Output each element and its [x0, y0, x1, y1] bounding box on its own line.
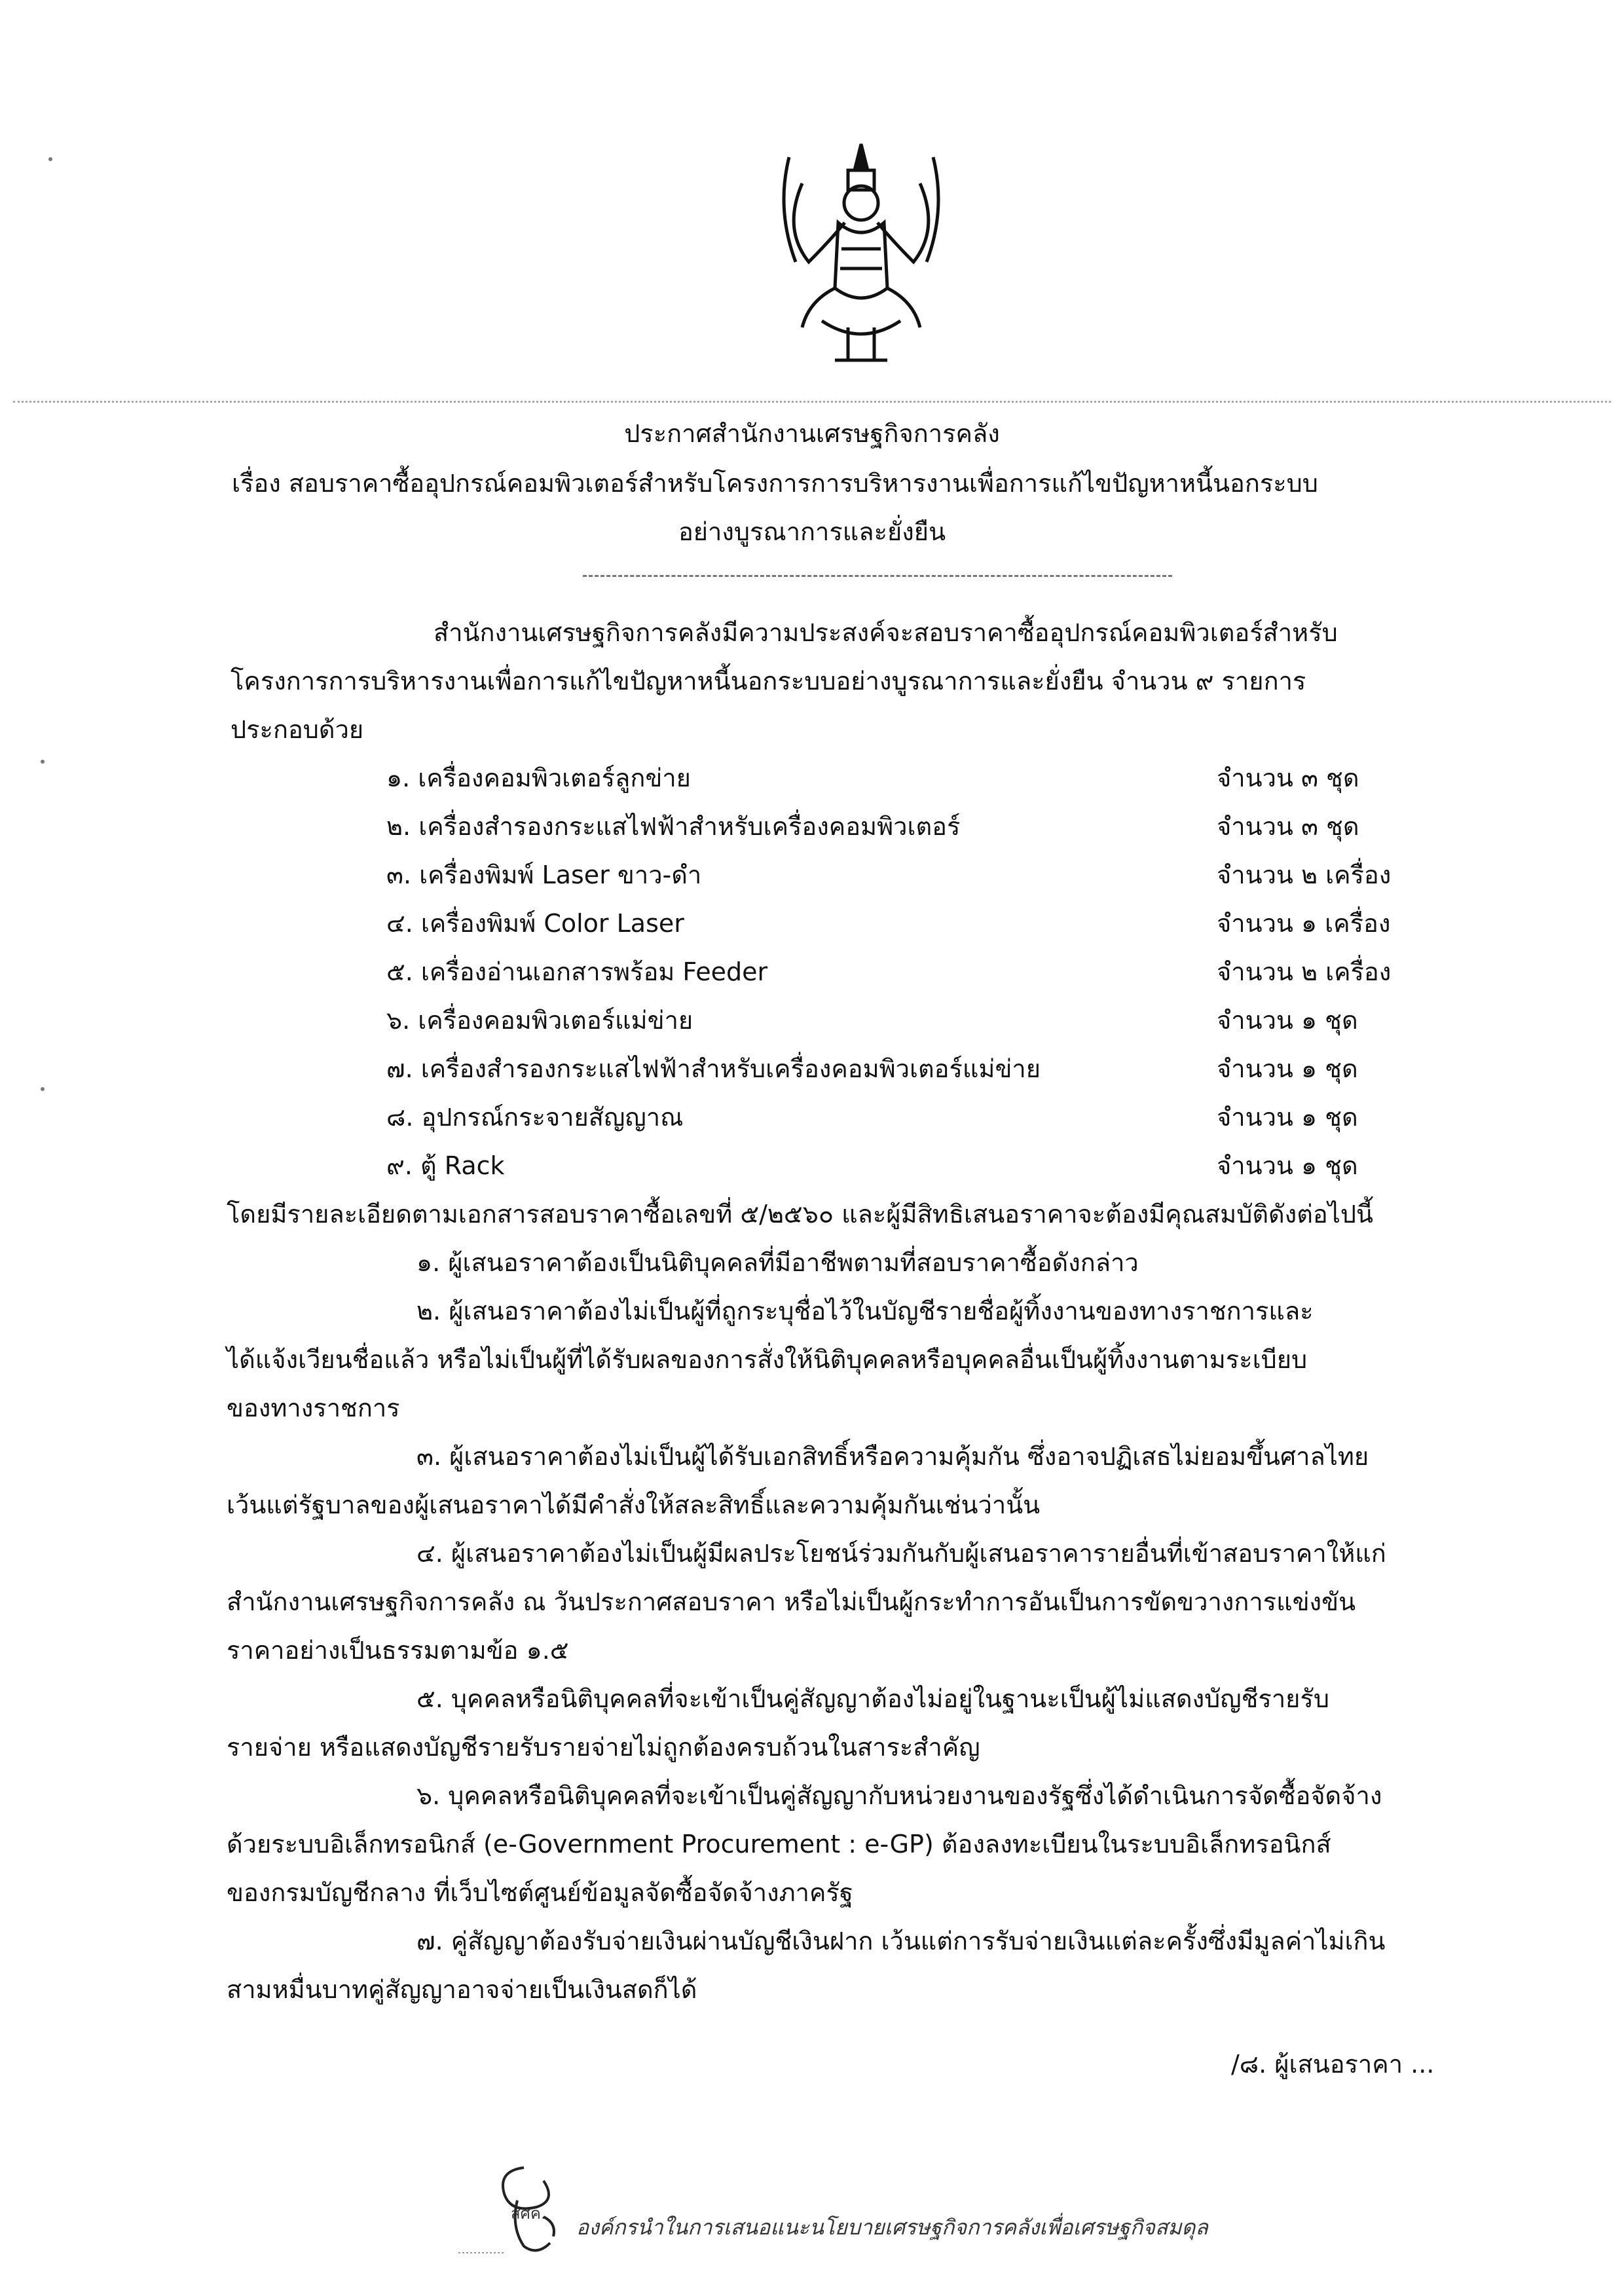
list-item-qty: จำนวน ๑ ชุด: [1217, 1151, 1358, 1180]
fpo-logo-text: สศค.: [511, 2204, 546, 2223]
condition-4-line-1: ๔. ผู้เสนอราคาต้องไม่เป็นผู้มีผลประโยชน์ร่วมกันกับผู้เสนอราคารายอื่นที่เข้าสอบราคาให้แก่: [416, 1539, 1386, 1568]
scan-mark: [41, 760, 45, 764]
details-line: โดยมีรายละเอียดตามเอกสารสอบราคาซื้อเลขที่ ๕/๒๕๖๐ และผู้มีสิทธิเสนอราคาจะต้องมีคุณสมบัติดังต่อไปนี้: [227, 1200, 1373, 1229]
condition-5-line-2: รายจ่าย หรือแสดงบัญชีรายรับรายจ่ายไม่ถูกต้องครบถ้วนในสาระสำคัญ: [227, 1733, 980, 1762]
condition-7-line-1: ๗. คู่สัญญาต้องรับจ่ายเงินผ่านบัญชีเงินฝาก เว้นแต่การรับจ่ายเงินแต่ละครั้งซึ่งมีมูลค่าไม่เกิน: [416, 1927, 1386, 1955]
footer-slogan: องค์กรนำในการเสนอแนะนโยบายเศรษฐกิจการคลังเพื่อเศรษฐกิจสมดุล: [576, 2215, 1208, 2240]
continuation-marker: /๘. ผู้เสนอราคา ...: [1231, 2050, 1435, 2079]
list-item: ๓. เครื่องพิมพ์ Laser ขาว-ดำ: [386, 861, 702, 889]
intro-line-2: โครงการการบริหารงานเพื่อการแก้ไขปัญหาหนี้นอกระบบอย่างบูรณาการและยั่งยืน จำนวน ๙ รายการ: [231, 667, 1306, 695]
subject-line: เรื่อง สอบราคาซื้ออุปกรณ์คอมพิวเตอร์สำหรับโครงการการบริหารงานเพื่อการแก้ไขปัญหาหนี้นอกระบบ: [232, 469, 1318, 498]
list-item-qty: จำนวน ๒ เครื่อง: [1217, 957, 1392, 986]
condition-3-line-2: เว้นแต่รัฐบาลของผู้เสนอราคาได้มีคำสั่งให้สละสิทธิ์และความคุ้มกันเช่นว่านั้น: [227, 1491, 1041, 1519]
list-item: ๕. เครื่องอ่านเอกสารพร้อม Feeder: [386, 957, 768, 986]
condition-5-line-1: ๕. บุคคลหรือนิติบุคคลที่จะเข้าเป็นคู่สัญญาต้องไม่อยู่ในฐานะเป็นผู้ไม่แสดงบัญชีรายรับ: [416, 1684, 1329, 1713]
condition-3-line-1: ๓. ผู้เสนอราคาต้องไม่เป็นผู้ได้รับเอกสิทธิ์หรือความคุ้มกัน ซึ่งอาจปฏิเสธไม่ยอมขึ้นศาลไทย: [416, 1442, 1369, 1471]
subject-line-2: อย่างบูรณาการและยั่งยืน: [678, 517, 946, 546]
list-item: ๒. เครื่องสำรองกระแสไฟฟ้าสำหรับเครื่องคอมพิวเตอร์: [386, 812, 961, 841]
list-item-qty: จำนวน ๒ เครื่อง: [1217, 861, 1392, 889]
scan-mark: [41, 1087, 45, 1091]
condition-6-line-3: ของกรมบัญชีกลาง ที่เว็บไซต์ศูนย์ข้อมูลจัดซื้อจัดจ้างภาครัฐ: [227, 1878, 853, 1907]
condition-2-line-1: ๒. ผู้เสนอราคาต้องไม่เป็นผู้ที่ถูกระบุชื่อไว้ในบัญชีรายชื่อผู้ทิ้งงานของทางราชการและ: [416, 1297, 1314, 1325]
header-dotted-rule: [13, 401, 1611, 403]
list-item-qty: จำนวน ๑ ชุด: [1217, 1103, 1358, 1132]
list-item: ๘. อุปกรณ์กระจายสัญญาณ: [386, 1103, 684, 1132]
intro-line-3: ประกอบด้วย: [231, 715, 364, 744]
list-item-qty: จำนวน ๑ เครื่อง: [1217, 909, 1391, 938]
scan-mark: [48, 157, 52, 161]
list-item: ๑. เครื่องคอมพิวเตอร์ลูกข่าย: [386, 764, 691, 792]
garuda-emblem: [763, 131, 959, 380]
condition-2-line-3: ของทางราชการ: [227, 1394, 400, 1422]
list-item: ๔. เครื่องพิมพ์ Color Laser: [386, 909, 684, 938]
list-item-qty: จำนวน ๓ ชุด: [1217, 764, 1359, 792]
condition-7-line-2: สามหมื่นบาทคู่สัญญาอาจจ่ายเป็นเงินสดก็ได้: [227, 1975, 697, 2004]
announcement-title: ประกาศสำนักงานเศรษฐกิจการคลัง: [624, 419, 1000, 448]
list-item: ๖. เครื่องคอมพิวเตอร์แม่ข่าย: [386, 1006, 693, 1035]
condition-1: ๑. ผู้เสนอราคาต้องเป็นนิติบุคคลที่มีอาชีพตามที่สอบราคาซื้อดังกล่าว: [416, 1248, 1139, 1277]
list-item: ๙. ตู้ Rack: [386, 1151, 505, 1180]
title-separator: [583, 575, 1172, 577]
list-item-qty: จำนวน ๑ ชุด: [1217, 1054, 1358, 1083]
list-item-qty: จำนวน ๓ ชุด: [1217, 812, 1359, 841]
condition-6-line-1: ๖. บุคคลหรือนิติบุคคลที่จะเข้าเป็นคู่สัญญากับหน่วยงานของรัฐซึ่งได้ดำเนินการจัดซื้อจัดจ้าง: [416, 1781, 1382, 1810]
list-item-qty: จำนวน ๑ ชุด: [1217, 1006, 1358, 1035]
intro-line-1: สำนักงานเศรษฐกิจการคลังมีความประสงค์จะสอบราคาซื้ออุปกรณ์คอมพิวเตอร์สำหรับ: [434, 618, 1338, 647]
condition-4-line-3: ราคาอย่างเป็นธรรมตามข้อ ๑.๕: [227, 1636, 569, 1665]
condition-6-line-2: ด้วยระบบอิเล็กทรอนิกส์ (e-Government Procurement : e-GP) ต้องลงทะเบียนในระบบอิเล็กทรอนิกส์: [227, 1830, 1331, 1859]
list-item: ๗. เครื่องสำรองกระแสไฟฟ้าสำหรับเครื่องคอมพิวเตอร์แม่ข่าย: [386, 1054, 1041, 1083]
condition-2-line-2: ได้แจ้งเวียนชื่อแล้ว หรือไม่เป็นผู้ที่ได้รับผลของการสั่งให้นิติบุคคลหรือบุคคลอื่นเป็นผู้ทิ้งงานตามระเบียบ: [227, 1345, 1308, 1374]
condition-4-line-2: สำนักงานเศรษฐกิจการคลัง ณ วันประกาศสอบราคา หรือไม่เป็นผู้กระทำการอันเป็นการขัดขวางการแข่งขัน: [227, 1587, 1356, 1616]
